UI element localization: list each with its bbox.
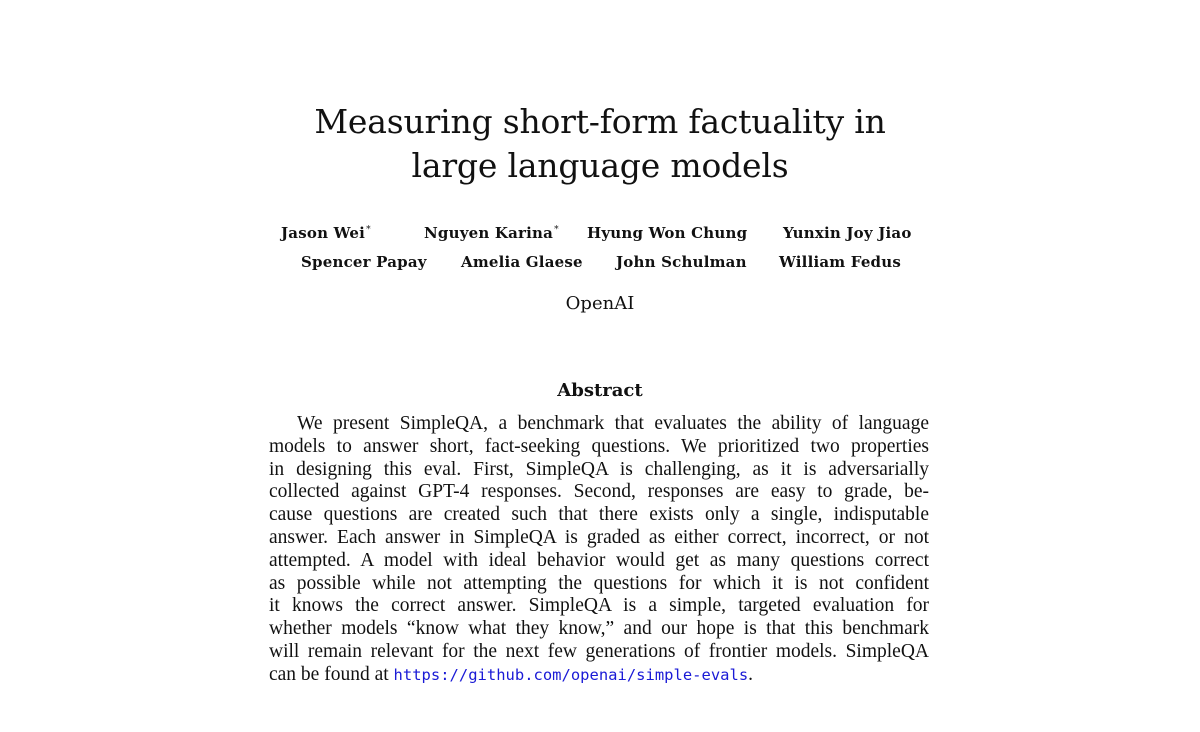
abstract-last-line-prefix: can be found at xyxy=(269,663,394,685)
authors-row-1 xyxy=(0,224,1200,246)
equal-contribution-mark: * xyxy=(366,225,371,235)
author-nguyen-karina: Nguyen Karina* xyxy=(424,224,559,242)
abstract-line: cause questions are created such that there exists only a single, indisputable xyxy=(269,504,929,526)
equal-contribution-mark: * xyxy=(554,225,559,235)
abstract-line: We present SimpleQA, a benchmark that evaluates the ability of language xyxy=(297,413,929,434)
abstract-heading: Abstract xyxy=(557,380,643,401)
abstract-body xyxy=(269,413,929,687)
author-john-schulman: John Schulman xyxy=(616,253,747,271)
abstract-line: will remain relevant for the next few generations of frontier models. SimpleQA xyxy=(269,640,929,662)
author-yunxin-joy-jiao: Yunxin Joy Jiao xyxy=(783,224,912,242)
paper-title-line-1: Measuring short-form factuality in xyxy=(314,102,886,141)
affiliation: OpenAI xyxy=(565,293,635,314)
author-hyung-won-chung: Hyung Won Chung xyxy=(587,224,748,242)
abstract-line: it knows the correct answer. SimpleQA is a simple, targeted evaluation for xyxy=(269,595,929,617)
abstract-last-line-suffix: . xyxy=(748,663,754,685)
author-william-fedus: William Fedus xyxy=(779,253,901,271)
abstract-line: whether models “know what they know,” and our hope is that this benchmark xyxy=(269,618,929,640)
abstract-last-line xyxy=(269,664,929,687)
abstract-line: answer. Each answer in SimpleQA is graded as either correct, incorrect, or not xyxy=(269,526,929,548)
abstract-line: collected against GPT-4 responses. Second, responses are easy to grade, be- xyxy=(269,481,929,503)
abstract-line: attempted. A model with ideal behavior would get as many questions correct xyxy=(269,549,929,571)
github-link[interactable]: https://github.com/openai/simple-evals xyxy=(393,665,749,684)
abstract-line: as possible while not attempting the questions for which it is not confident xyxy=(269,572,929,594)
author-amelia-glaese: Amelia Glaese xyxy=(461,253,583,271)
paper-title xyxy=(0,100,1200,188)
paper-title-line-2: large language models xyxy=(411,146,789,185)
abstract-line: models to answer short, fact-seeking questions. We prioritized two properties xyxy=(269,435,929,457)
abstract-line: in designing this eval. First, SimpleQA is challenging, as it is adversarially xyxy=(269,458,929,480)
author-jason-wei: Jason Wei* xyxy=(281,224,371,242)
authors-row-2 xyxy=(0,253,1200,275)
author-spencer-papay: Spencer Papay xyxy=(301,253,427,271)
